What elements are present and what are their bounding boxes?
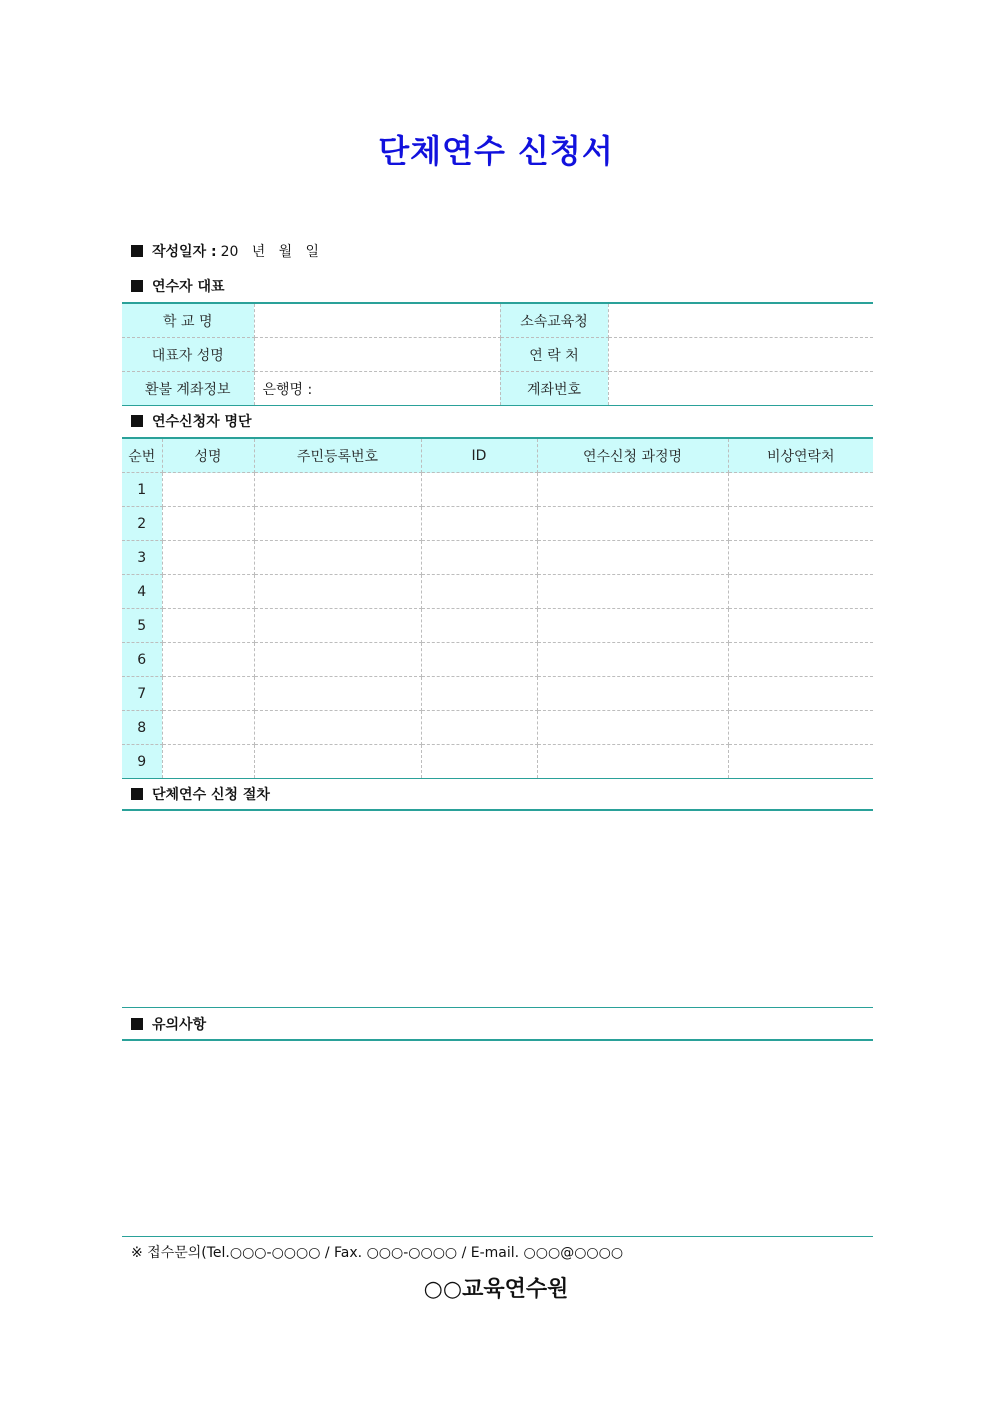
id-cell[interactable] [421, 575, 537, 609]
representative-name-field[interactable] [254, 338, 500, 372]
table-row [122, 745, 873, 779]
resident-number-cell[interactable] [254, 609, 421, 643]
column-header-emergency-contact: 비상연락처 [728, 438, 873, 473]
column-header-name: 성명 [162, 438, 254, 473]
emergency-contact-cell[interactable] [728, 745, 873, 779]
table-row [122, 711, 873, 745]
table-row [122, 609, 873, 643]
account-number-field[interactable] [608, 372, 873, 406]
row-number: 1 [122, 473, 162, 507]
table-row [122, 643, 873, 677]
name-cell[interactable] [162, 473, 254, 507]
list-heading-text: 연수신청자 명단 [152, 414, 252, 430]
id-cell[interactable] [421, 711, 537, 745]
course-name-cell[interactable] [537, 575, 728, 609]
resident-number-cell[interactable] [254, 643, 421, 677]
date-label: 작성일자 : [152, 244, 217, 260]
procedure-heading-text: 단체연수 신청 절차 [152, 787, 270, 803]
table-row [122, 338, 873, 372]
square-bullet-icon [131, 415, 143, 427]
course-name-cell[interactable] [537, 473, 728, 507]
resident-number-cell[interactable] [254, 541, 421, 575]
name-cell[interactable] [162, 609, 254, 643]
name-cell[interactable] [162, 507, 254, 541]
resident-number-cell[interactable] [254, 745, 421, 779]
column-header-number: 순번 [122, 438, 162, 473]
name-cell[interactable] [162, 643, 254, 677]
notes-heading-text: 유의사항 [152, 1017, 207, 1033]
name-cell[interactable] [162, 541, 254, 575]
emergency-contact-cell[interactable] [728, 473, 873, 507]
applicant-list-table [122, 437, 873, 779]
resident-number-cell[interactable] [254, 507, 421, 541]
id-cell[interactable] [421, 473, 537, 507]
emergency-contact-cell[interactable] [728, 609, 873, 643]
course-name-cell[interactable] [537, 643, 728, 677]
id-cell[interactable] [421, 745, 537, 779]
rep-section-heading [131, 276, 225, 296]
footer-divider [122, 1236, 873, 1237]
applicant-list-body [122, 473, 873, 779]
course-name-cell[interactable] [537, 677, 728, 711]
row-number: 6 [122, 643, 162, 677]
course-name-cell[interactable] [537, 507, 728, 541]
table-row [122, 303, 873, 338]
course-name-cell[interactable] [537, 745, 728, 779]
column-header-id: ID [421, 438, 537, 473]
id-cell[interactable] [421, 541, 537, 575]
education-office-label: 소속교육청 [500, 303, 608, 338]
id-cell[interactable] [421, 677, 537, 711]
date-value: 20 년 월 일 [220, 244, 320, 260]
course-name-cell[interactable] [537, 609, 728, 643]
table-row [122, 507, 873, 541]
name-cell[interactable] [162, 711, 254, 745]
row-number: 9 [122, 745, 162, 779]
school-name-label: 학 교 명 [122, 303, 254, 338]
column-header-course-name: 연수신청 과정명 [537, 438, 728, 473]
emergency-contact-cell[interactable] [728, 677, 873, 711]
id-cell[interactable] [421, 643, 537, 677]
row-number: 8 [122, 711, 162, 745]
page-title: 단체연수 신청서 [378, 132, 614, 170]
name-cell[interactable] [162, 677, 254, 711]
procedure-section-heading [131, 784, 270, 804]
notes-section-heading [131, 1014, 206, 1034]
table-row [122, 541, 873, 575]
resident-number-cell[interactable] [254, 473, 421, 507]
table-row [122, 677, 873, 711]
name-cell[interactable] [162, 745, 254, 779]
square-bullet-icon [131, 1018, 143, 1030]
id-cell[interactable] [421, 609, 537, 643]
representative-table [122, 302, 873, 406]
list-section-heading [131, 411, 252, 431]
name-cell[interactable] [162, 575, 254, 609]
row-number: 5 [122, 609, 162, 643]
resident-number-cell[interactable] [254, 677, 421, 711]
school-name-field[interactable] [254, 303, 500, 338]
square-bullet-icon [131, 245, 143, 257]
refund-account-label: 환불 계좌정보 [122, 372, 254, 406]
row-number: 4 [122, 575, 162, 609]
account-number-label: 계좌번호 [500, 372, 608, 406]
emergency-contact-cell[interactable] [728, 507, 873, 541]
square-bullet-icon [131, 788, 143, 800]
education-office-field[interactable] [608, 303, 873, 338]
course-name-cell[interactable] [537, 711, 728, 745]
emergency-contact-cell[interactable] [728, 711, 873, 745]
row-number: 7 [122, 677, 162, 711]
contact-field[interactable] [608, 338, 873, 372]
bank-name-field[interactable]: 은행명 : [254, 372, 500, 406]
date-line [131, 241, 319, 261]
procedure-content-area[interactable] [122, 809, 873, 1008]
square-bullet-icon [131, 280, 143, 292]
emergency-contact-cell[interactable] [728, 575, 873, 609]
contact-info: ※ 접수문의(Tel.○○○-○○○○ / Fax. ○○○-○○○○ / E-mail. ○○○@○○○○ [131, 1245, 624, 1261]
row-number: 3 [122, 541, 162, 575]
table-header-row [122, 438, 873, 473]
table-row [122, 575, 873, 609]
rep-heading-text: 연수자 대표 [152, 279, 225, 295]
id-cell[interactable] [421, 507, 537, 541]
table-row [122, 473, 873, 507]
table-row [122, 372, 873, 406]
organization-name: ○○교육연수원 [423, 1277, 569, 1302]
course-name-cell[interactable] [537, 541, 728, 575]
notes-content-area[interactable] [122, 1039, 873, 1237]
column-header-resident-number: 주민등록번호 [254, 438, 421, 473]
contact-label: 연 락 처 [500, 338, 608, 372]
representative-name-label: 대표자 성명 [122, 338, 254, 372]
resident-number-cell[interactable] [254, 575, 421, 609]
row-number: 2 [122, 507, 162, 541]
emergency-contact-cell[interactable] [728, 541, 873, 575]
emergency-contact-cell[interactable] [728, 643, 873, 677]
resident-number-cell[interactable] [254, 711, 421, 745]
